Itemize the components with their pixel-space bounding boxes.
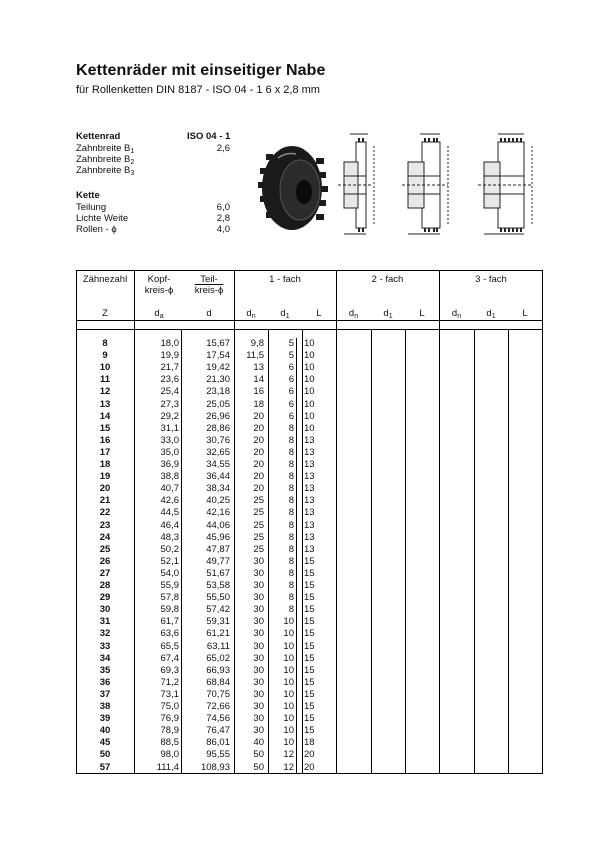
- col-line: [371, 329, 372, 774]
- cell-dn: 30: [253, 628, 264, 640]
- cell-z: 57: [99, 761, 111, 773]
- cell-z: 40: [99, 725, 111, 737]
- cell-l: 15: [304, 713, 315, 725]
- col-line: [296, 338, 297, 774]
- cell-d: 15,67: [206, 338, 230, 349]
- cell-dn: 50: [253, 761, 264, 773]
- header-d: d: [206, 308, 212, 319]
- cell-z: 36: [99, 676, 111, 688]
- col-line: [508, 329, 509, 774]
- cell-l: 13: [304, 519, 315, 531]
- cell-z: 39: [99, 713, 111, 725]
- cell-l: 15: [304, 555, 315, 567]
- cell-dn: 25: [253, 495, 264, 507]
- cell-d1: 10: [283, 640, 294, 652]
- cell-z: 29: [99, 592, 111, 604]
- table-border-right: [542, 270, 543, 774]
- cell-dn: 30: [253, 701, 264, 712]
- cell-d: 55,50: [206, 592, 230, 604]
- drawing-2fach-icon: [398, 128, 462, 248]
- cell-z: 22: [99, 507, 111, 519]
- cell-dn: 30: [253, 567, 264, 579]
- cell-z: 35: [99, 664, 111, 676]
- cell-z: 37: [99, 688, 111, 700]
- cell-dn: 30: [253, 640, 264, 652]
- cell-d1: 6: [288, 362, 294, 374]
- cell-da: 29,2: [160, 410, 179, 422]
- cell-d1: 8: [288, 483, 294, 495]
- zahnbreite-b1-value: 2,6: [216, 143, 230, 154]
- cell-l: 10: [304, 338, 315, 349]
- cell-dn: 20: [253, 471, 264, 483]
- col-line: [439, 270, 440, 774]
- cell-da: 19,9: [160, 350, 179, 362]
- cell-da: 88,5: [160, 737, 179, 749]
- cell-l: 13: [304, 483, 315, 495]
- cell-dn: 30: [253, 664, 264, 676]
- header-kopf-2: kreis-ϕ: [144, 285, 174, 296]
- cell-d: 30,76: [206, 434, 230, 446]
- cell-l: 15: [304, 652, 315, 664]
- cell-da: 48,3: [160, 531, 179, 543]
- cell-dn: 25: [253, 531, 264, 543]
- cell-dn: 18: [253, 398, 264, 410]
- cell-z: 15: [99, 422, 111, 434]
- cell-dn: 30: [253, 652, 264, 664]
- cell-dn: 13: [253, 362, 264, 374]
- header-d1-3: $d_1$: [486, 308, 496, 320]
- cell-l: 15: [304, 567, 315, 579]
- cell-d1: 8: [288, 592, 294, 604]
- zahnbreite-b2-label: Zahnbreite $B_2$: [76, 154, 135, 166]
- header-dn-2: $d_n$: [348, 308, 359, 320]
- cell-d: 17,54: [206, 350, 230, 362]
- cell-z: 21: [99, 495, 111, 507]
- cell-z: 50: [99, 749, 111, 761]
- cell-l: 13: [304, 434, 315, 446]
- cell-dn: 20: [253, 459, 264, 470]
- header-zaehnezahl: Zähnezahl: [82, 274, 128, 285]
- cell-dn: 40: [253, 737, 264, 749]
- cell-z: 20: [99, 483, 111, 495]
- cell-da: 36,9: [160, 459, 179, 470]
- sprocket-image-icon: [258, 146, 328, 230]
- header-dn-3: $d_n$: [451, 308, 462, 320]
- cell-z: 11: [99, 374, 111, 386]
- cell-d: 45,96: [206, 531, 230, 543]
- cell-dn: 25: [253, 507, 264, 519]
- cell-l: 10: [304, 374, 315, 386]
- cell-d: 65,02: [206, 652, 230, 664]
- cell-d: 74,56: [206, 713, 230, 725]
- cell-dn: 30: [253, 725, 264, 737]
- header-2fach: 2 - fach: [371, 274, 404, 285]
- cell-d: 53,58: [206, 580, 230, 591]
- cell-da: 75,0: [160, 701, 179, 712]
- cell-d1: 10: [283, 676, 294, 688]
- cell-d: 72,66: [206, 701, 230, 712]
- cell-da: 55,9: [160, 580, 179, 591]
- cell-dn: 25: [253, 543, 264, 555]
- cell-d: 40,25: [206, 495, 230, 507]
- cell-z: 27: [99, 567, 111, 579]
- cell-l: 15: [304, 640, 315, 652]
- cell-da: 40,7: [160, 483, 179, 495]
- cell-dn: 30: [253, 713, 264, 725]
- cell-da: 71,2: [160, 676, 179, 688]
- col-line: [336, 270, 337, 774]
- cell-z: 14: [99, 410, 111, 422]
- cell-l: 10: [304, 398, 315, 410]
- cell-z: 31: [99, 616, 111, 628]
- cell-l: 13: [304, 543, 315, 555]
- header-l-3: L: [522, 308, 528, 319]
- lichte-weite-value: 2,8: [216, 213, 230, 224]
- cell-d: 34,55: [206, 459, 230, 470]
- cell-d: 61,21: [206, 628, 230, 640]
- cell-d1: 10: [283, 664, 294, 676]
- cell-d: 76,47: [206, 725, 230, 737]
- cell-d: 57,42: [206, 604, 230, 616]
- cell-d1: 8: [288, 531, 294, 543]
- cell-z: 28: [99, 580, 111, 591]
- cell-d1: 10: [283, 652, 294, 664]
- cell-da: 67,4: [160, 652, 179, 664]
- cell-z: 16: [99, 434, 111, 446]
- cell-dn: 30: [253, 604, 264, 616]
- cell-l: 15: [304, 676, 315, 688]
- cell-d1: 10: [283, 628, 294, 640]
- cell-z: 26: [99, 555, 111, 567]
- cell-d1: 8: [288, 580, 294, 591]
- cell-l: 15: [304, 604, 315, 616]
- cell-d1: 12: [283, 749, 294, 761]
- cell-z: 32: [99, 628, 111, 640]
- cell-z: 45: [99, 737, 111, 749]
- cell-da: 18,0: [160, 338, 179, 349]
- cell-z: 17: [99, 446, 111, 458]
- cell-z: 25: [99, 543, 111, 555]
- cell-d1: 10: [283, 713, 294, 725]
- kettenrad-value: ISO 04 - 1: [187, 131, 231, 142]
- cell-da: 65,5: [160, 640, 179, 652]
- cell-d1: 10: [283, 737, 294, 749]
- header-kopf: Kopf-: [147, 274, 171, 285]
- cell-d1: 8: [288, 434, 294, 446]
- col-line: [181, 329, 182, 774]
- cell-dn: 11,5: [246, 350, 264, 362]
- cell-d: 23,18: [206, 386, 230, 398]
- cell-dn: 20: [253, 434, 264, 446]
- cell-da: 27,3: [160, 398, 179, 410]
- cell-l: 10: [304, 350, 315, 362]
- cell-l: 13: [304, 495, 315, 507]
- cell-da: 61,7: [160, 616, 179, 628]
- cell-d1: 10: [283, 725, 294, 737]
- cell-l: 15: [304, 628, 315, 640]
- cell-l: 15: [304, 701, 315, 712]
- table-border-top: [76, 270, 543, 271]
- cell-l: 15: [304, 616, 315, 628]
- cell-da: 73,1: [160, 688, 179, 700]
- cell-d1: 8: [288, 604, 294, 616]
- cell-l: 10: [304, 422, 315, 434]
- header-z: Z: [102, 308, 108, 319]
- header-da: $d_a$: [154, 308, 164, 320]
- cell-l: 15: [304, 664, 315, 676]
- cell-d1: 8: [288, 495, 294, 507]
- cell-l: 15: [304, 580, 315, 591]
- sprocket-table: [76, 270, 543, 774]
- cell-d: 21,30: [206, 374, 230, 386]
- cell-l: 13: [304, 459, 315, 470]
- cell-dn: 20: [253, 422, 264, 434]
- body-divider: [76, 329, 543, 330]
- cell-da: 31,1: [160, 422, 179, 434]
- cell-d: 86,01: [206, 737, 230, 749]
- cell-z: 24: [99, 531, 111, 543]
- cell-z: 18: [99, 459, 111, 470]
- cell-z: 13: [99, 398, 111, 410]
- page-subtitle: für Rollenketten DIN 8187 - ISO 04 - 1 6 x 2,8 mm: [76, 84, 320, 96]
- cell-d: 28,86: [206, 422, 230, 434]
- cell-d: 36,44: [206, 471, 230, 483]
- cell-da: 98,0: [160, 749, 179, 761]
- cell-da: 50,2: [160, 543, 179, 555]
- cell-da: 25,4: [160, 386, 179, 398]
- cell-d1: 5: [288, 338, 294, 349]
- cell-da: 78,9: [160, 725, 179, 737]
- header-d1-2: $d_1$: [383, 308, 393, 320]
- cell-d1: 6: [288, 410, 294, 422]
- cell-d1: 10: [283, 688, 294, 700]
- cell-d1: 10: [283, 701, 294, 712]
- rollen-label: Rollen - ϕ: [76, 224, 117, 235]
- cell-da: 38,8: [160, 471, 179, 483]
- cell-d: 49,77: [206, 555, 230, 567]
- cell-dn: 30: [253, 580, 264, 591]
- header-d1-1: $d_1$: [280, 308, 290, 320]
- cell-l: 10: [304, 362, 315, 374]
- teilung-label: Teilung: [76, 202, 107, 213]
- cell-l: 10: [304, 386, 315, 398]
- cell-z: 34: [99, 652, 111, 664]
- cell-d: 63,11: [206, 640, 230, 652]
- cell-l: 20: [304, 749, 315, 761]
- cell-da: 59,8: [160, 604, 179, 616]
- cell-z: 33: [99, 640, 111, 652]
- cell-dn: 50: [253, 749, 264, 761]
- cell-da: 52,1: [160, 555, 179, 567]
- cell-d: 47,87: [206, 543, 230, 555]
- cell-da: 54,0: [160, 567, 179, 579]
- cell-d1: 6: [288, 386, 294, 398]
- cell-da: 63,6: [160, 628, 179, 640]
- cell-da: 69,3: [160, 664, 179, 676]
- cell-dn: 9,8: [250, 338, 264, 349]
- cell-z: 10: [99, 362, 111, 374]
- col-line: [405, 329, 406, 774]
- cell-d1: 5: [288, 350, 294, 362]
- cell-d: 108,93: [200, 761, 230, 773]
- cell-dn: 30: [253, 555, 264, 567]
- cell-dn: 20: [253, 483, 264, 495]
- drawing-1fach-icon: [332, 128, 392, 248]
- cell-d: 51,67: [206, 567, 230, 579]
- cell-dn: 16: [253, 386, 264, 398]
- cell-dn: 20: [253, 446, 264, 458]
- cell-z: 12: [99, 386, 111, 398]
- header-l-1: L: [316, 308, 322, 319]
- cell-d: 42,16: [206, 507, 230, 519]
- cell-l: 10: [304, 410, 315, 422]
- cell-dn: 20: [253, 410, 264, 422]
- teilung-value: 6,0: [216, 202, 230, 213]
- cell-da: 76,9: [160, 713, 179, 725]
- drawing-3fach-icon: [474, 128, 544, 248]
- cell-z: 23: [99, 519, 111, 531]
- cell-da: 23,6: [160, 374, 179, 386]
- cell-da: 46,4: [160, 519, 179, 531]
- cell-l: 13: [304, 471, 315, 483]
- cell-dn: 30: [253, 688, 264, 700]
- cell-d: 66,93: [206, 664, 230, 676]
- cell-l: 15: [304, 592, 315, 604]
- cell-z: 30: [99, 604, 111, 616]
- header-dn-1: $d_n$: [246, 308, 256, 320]
- header-l-2: L: [419, 308, 425, 319]
- cell-d: 95,55: [206, 749, 230, 761]
- lichte-weite-label: Lichte Weite: [76, 213, 129, 224]
- cell-d: 70,75: [206, 688, 230, 700]
- page-title: Kettenräder mit einseitiger Nabe: [76, 62, 326, 79]
- cell-l: 15: [304, 688, 315, 700]
- cell-dn: 25: [253, 519, 264, 531]
- cell-d1: 10: [283, 616, 294, 628]
- header-teil: Teil-: [200, 274, 218, 285]
- cell-da: 21,7: [160, 362, 179, 374]
- cell-z: 8: [102, 338, 108, 349]
- cell-z: 19: [99, 471, 111, 483]
- cell-l: 13: [304, 446, 315, 458]
- cell-da: 111,4: [156, 761, 179, 773]
- cell-da: 33,0: [160, 434, 179, 446]
- header-1fach: 1 - fach: [269, 274, 301, 285]
- cell-d: 38,34: [206, 483, 230, 495]
- cell-da: 35,0: [160, 446, 179, 458]
- header-teil-2: kreis-ϕ: [194, 285, 224, 296]
- cell-l: 15: [304, 725, 315, 737]
- cell-z: 9: [102, 350, 108, 362]
- cell-d: 44,06: [206, 519, 230, 531]
- cell-d: 25,05: [206, 398, 230, 410]
- cell-d1: 8: [288, 422, 294, 434]
- cell-d1: 8: [288, 446, 294, 458]
- cell-d1: 8: [288, 507, 294, 519]
- cell-dn: 30: [253, 592, 264, 604]
- cell-d1: 8: [288, 555, 294, 567]
- cell-d1: 8: [288, 543, 294, 555]
- cell-da: 44,5: [160, 507, 179, 519]
- cell-d1: 6: [288, 398, 294, 410]
- cell-d1: 6: [288, 374, 294, 386]
- cell-d1: 8: [288, 567, 294, 579]
- cell-da: 57,8: [160, 592, 179, 604]
- cell-d1: 8: [288, 471, 294, 483]
- sprocket-photo: [256, 138, 336, 238]
- header-3fach: 3 - fach: [475, 274, 507, 285]
- cell-d: 59,31: [206, 616, 230, 628]
- col-line: [302, 329, 303, 774]
- cell-z: 38: [99, 701, 111, 712]
- cell-l: 18: [304, 737, 315, 749]
- cell-d1: 8: [288, 459, 294, 470]
- cell-d: 26,96: [206, 410, 230, 422]
- kette-label: Kette: [76, 190, 100, 201]
- cell-dn: 14: [253, 374, 264, 386]
- cell-l: 13: [304, 531, 315, 543]
- cell-d: 32,65: [206, 446, 230, 458]
- cell-d1: 8: [288, 519, 294, 531]
- col-line: [474, 329, 475, 774]
- cell-l: 20: [304, 761, 315, 773]
- cell-d1: 12: [283, 761, 294, 773]
- cell-d: 68,84: [206, 676, 230, 688]
- rollen-value: 4,0: [216, 224, 230, 235]
- zahnbreite-b3-label: Zahnbreite $B_3$: [76, 165, 135, 177]
- zahnbreite-b1-label: Zahnbreite $B_1$: [76, 143, 135, 155]
- cell-dn: 30: [253, 676, 264, 688]
- cell-l: 13: [304, 507, 315, 519]
- kettenrad-label: Kettenrad: [76, 131, 121, 142]
- cell-dn: 30: [253, 616, 264, 628]
- cell-da: 42,6: [160, 495, 179, 507]
- cell-d: 19,42: [206, 362, 230, 374]
